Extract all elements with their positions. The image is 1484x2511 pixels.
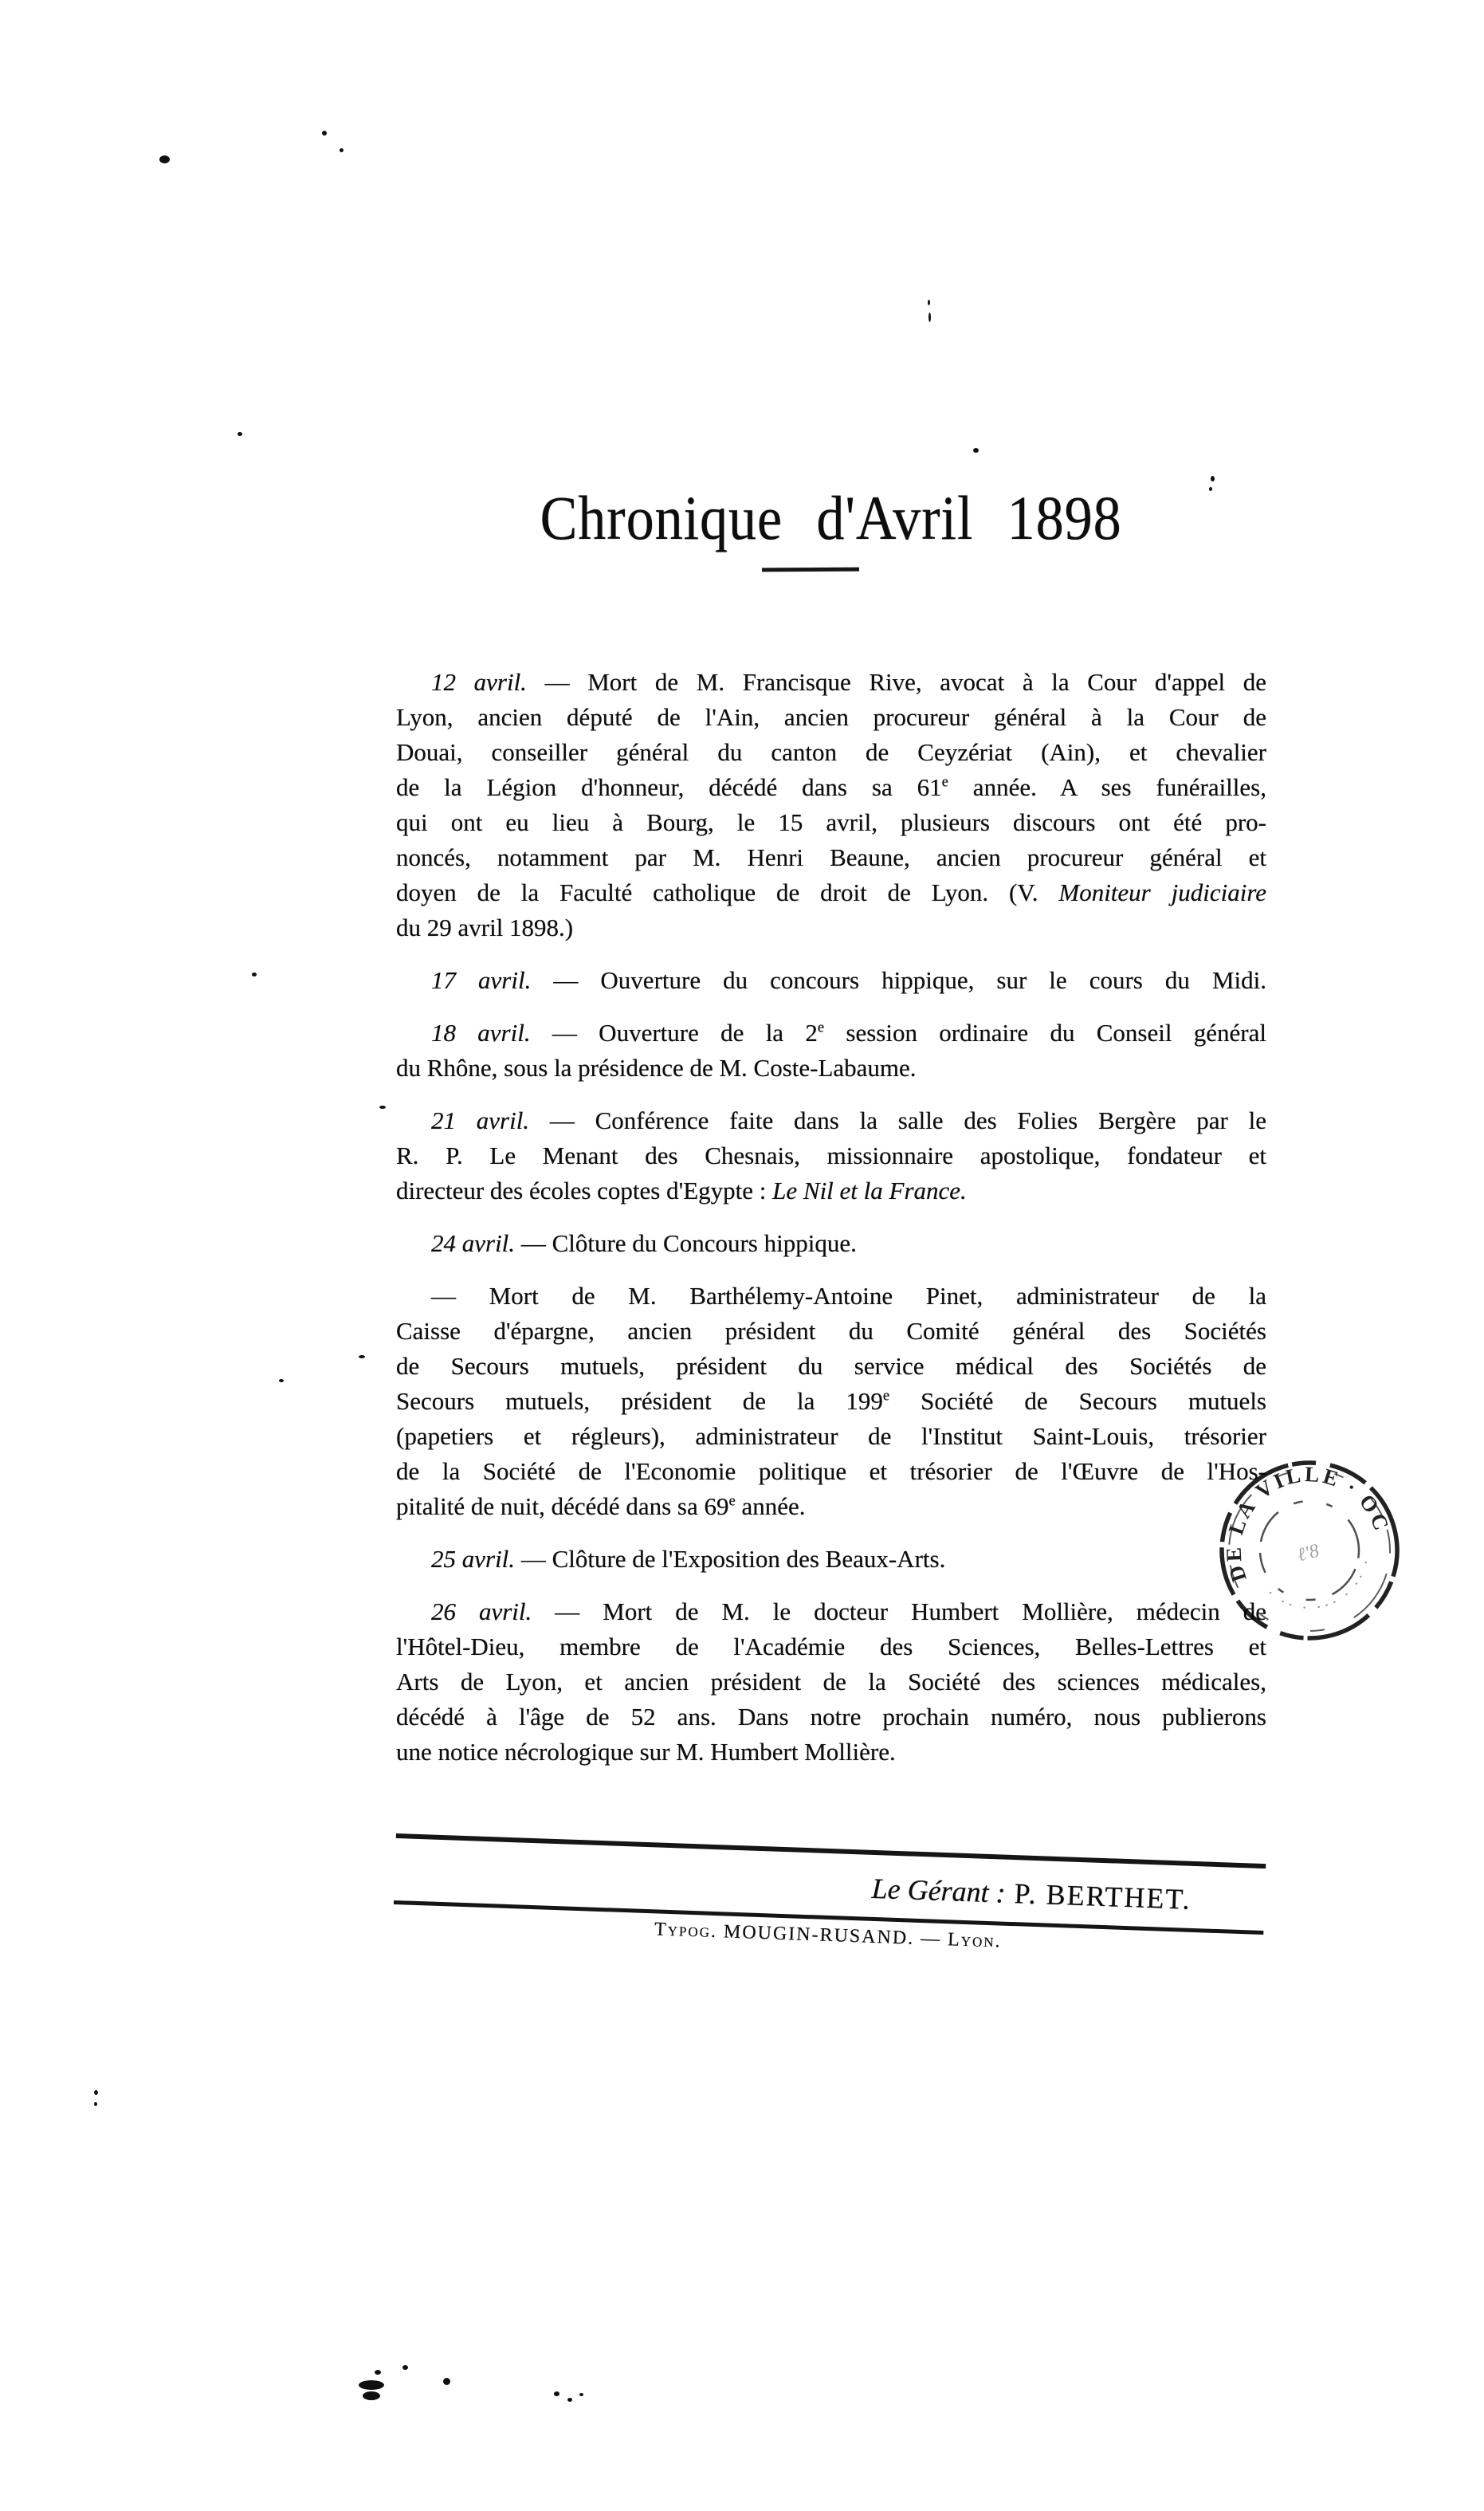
ink-speck (359, 2380, 384, 2390)
text-run: directeur des écoles coptes d'Egypte : (396, 1177, 773, 1204)
text-line (396, 665, 1266, 700)
text-line (396, 1226, 1266, 1261)
chronicle-entry (396, 1594, 1266, 1770)
date-label: Moniteur judiciaire (1058, 878, 1266, 906)
text-run: pitalité de nuit, décédé dans sa 69 (396, 1492, 729, 1520)
text-run: doyen de la Faculté catholique de droit de Lyon. (V. (396, 878, 1059, 906)
text-line (396, 840, 1266, 875)
manager-name: P. BERTHET. (1004, 1876, 1192, 1916)
ink-speck (94, 2102, 97, 2106)
text-line (396, 1664, 1266, 1700)
stamp-center-text: ℓ'8 (1294, 1540, 1321, 1566)
date-label: 17 avril. (431, 966, 532, 994)
ink-speck (1209, 487, 1212, 491)
text-run: une notice nécrologique sur M. Humbert Mollière. (396, 1738, 896, 1766)
text-run: session ordinaire du Conseil général (824, 1019, 1266, 1047)
date-label: 24 avril. (431, 1229, 516, 1257)
chronicle-entry (396, 1279, 1266, 1524)
text-run: — Clôture du Concours hippique. (515, 1229, 857, 1257)
ink-speck (928, 312, 931, 322)
ink-speck (238, 432, 242, 436)
text-line (396, 1454, 1266, 1489)
text-line (396, 1489, 1266, 1524)
manager-label: Le Gérant : (871, 1872, 1007, 1909)
ink-speck (94, 2090, 98, 2095)
text-line (396, 700, 1266, 735)
text-run: Secours mutuels, président de la 199 (396, 1387, 883, 1415)
text-line (396, 1735, 1266, 1770)
text-line (396, 1314, 1266, 1349)
ink-speck (443, 2378, 450, 2385)
stamp-arc-text: DE LA VILLE ∙ OC (1221, 1462, 1395, 1585)
ink-speck (973, 448, 979, 453)
text-run: décédé à l'âge de 52 ans. Dans notre prochain numéro, nous publierons (396, 1703, 1266, 1731)
text-run: qui ont eu lieu à Bourg, le 15 avril, plusieurs discours ont été pro- (396, 808, 1266, 836)
text-line (396, 1103, 1266, 1138)
text-run: noncés, notamment par M. Henri Beaune, ancien procureur général et (396, 843, 1266, 871)
page-title (396, 478, 1266, 558)
ink-speck (928, 300, 930, 305)
text-run: année. (735, 1492, 806, 1520)
text-run: du Rhône, sous la présidence de M. Coste-Labaume. (396, 1054, 917, 1082)
text-line (396, 770, 1266, 805)
chronicle-entry (396, 1103, 1266, 1208)
text-run: — Mort de M. Barthélemy-Antoine Pinet, administrateur de la (431, 1282, 1266, 1310)
chronicle-entry (396, 1542, 1266, 1577)
text-run: de la Société de l'Economie politique et trésorier de l'Œuvre de l'Hos- (396, 1457, 1266, 1485)
chronicle-entry (396, 1016, 1266, 1086)
text-run: l'Hôtel-Dieu, membre de l'Académie des Sciences, Belles-Lettres et (396, 1633, 1266, 1660)
chronicle-entries (396, 665, 1266, 1770)
ink-speck (375, 2370, 381, 2375)
text-line (396, 1349, 1266, 1384)
text-run: Douai, conseiller général du canton de Ceyzériat (Ain), et chevalier (396, 738, 1266, 766)
text-run: — Ouverture de la 2 (530, 1019, 818, 1047)
ink-speck (554, 2391, 559, 2396)
ordinal-superscript: e (941, 773, 948, 791)
ink-speck (359, 1355, 365, 1358)
ink-speck (159, 155, 170, 163)
ordinal-superscript: e (728, 1492, 736, 1510)
text-run: — Mort de M. le docteur Humbert Mollière, médecin de (532, 1597, 1266, 1625)
text-run: Lyon, ancien député de l'Ain, ancien procureur général à la Cour de (396, 703, 1266, 731)
text-run: Société de Secours mutuels (889, 1387, 1266, 1415)
text-run: Lyon. (947, 1929, 1003, 1952)
text-run: R. P. Le Menant des Chesnais, missionnaire apostolique, fondateur et (396, 1142, 1266, 1169)
ink-speck (379, 1106, 386, 1109)
ink-speck (567, 2398, 572, 2402)
ink-speck (1211, 476, 1215, 481)
text-run: de la Légion d'honneur, décédé dans sa 61 (396, 773, 942, 801)
text-line (396, 1384, 1266, 1419)
text-line (396, 1594, 1266, 1629)
date-label: 26 avril. (431, 1597, 532, 1625)
text-run: de Secours mutuels, président du service médical des Sociétés de (396, 1352, 1266, 1380)
text-run: Caisse d'épargne, ancien président du Comité général des Sociétés (396, 1317, 1266, 1345)
ink-speck (363, 2391, 380, 2400)
date-label: 25 avril. (431, 1545, 516, 1573)
text-line (396, 875, 1266, 910)
date-label: 18 avril. (431, 1019, 531, 1047)
text-run: MOUGIN-RUSAND. — (716, 1921, 948, 1951)
chronicle-entry (396, 665, 1266, 945)
stamp-arc-text-lower: · ·· ∙ ··· ∙ ·· · (1262, 1554, 1377, 1618)
text-line (396, 1542, 1266, 1577)
date-label: 12 avril. (431, 668, 527, 696)
ink-speck (252, 973, 257, 976)
text-line (396, 1016, 1266, 1051)
text-line (396, 735, 1266, 770)
chronicle-entry (396, 963, 1266, 998)
ordinal-superscript: e (817, 1019, 825, 1036)
text-line (396, 1629, 1266, 1664)
text-line (396, 1700, 1266, 1735)
text-run: — Mort de M. Francisque Rive, avocat à la Cour d'appel de (526, 668, 1266, 696)
ink-speck (579, 2393, 583, 2396)
ink-speck (279, 1379, 284, 1382)
text-run: année. A ses funérailles, (948, 773, 1266, 801)
text-run: (papetiers et régleurs), administrateur de l'Institut Saint-Louis, trésorier (396, 1422, 1266, 1450)
ordinal-superscript: e (882, 1387, 890, 1405)
chronicle-entry (396, 1226, 1266, 1261)
text-run: — Ouverture du concours hippique, sur le cours du Midi. (531, 966, 1266, 994)
page-title-text: Chronique d'Avril 1898 (540, 483, 1123, 552)
text-line (396, 1419, 1266, 1454)
date-label: 21 avril. (431, 1106, 530, 1134)
text-run: — Conférence faite dans la salle des Folies Bergère par le (529, 1106, 1266, 1134)
text-run: Arts de Lyon, et ancien président de la Société des sciences médicales, (396, 1668, 1266, 1696)
text-line (396, 1138, 1266, 1173)
ink-speck (340, 148, 344, 152)
ink-speck (322, 131, 327, 136)
text-run: Typog. (654, 1919, 718, 1943)
text-line (396, 910, 1266, 945)
text-line (396, 1279, 1266, 1314)
ink-speck (402, 2365, 408, 2370)
title-divider-rule (762, 568, 859, 572)
text-run: du 29 avril 1898.) (396, 914, 574, 941)
text-line (396, 1173, 1266, 1208)
page-footer (391, 1833, 1266, 1999)
date-label: Le Nil et la France. (772, 1177, 967, 1204)
text-run: — Clôture de l'Exposition des Beaux-Arts. (515, 1545, 946, 1573)
text-line (396, 1051, 1266, 1086)
text-line (396, 963, 1266, 998)
text-line (396, 805, 1266, 840)
